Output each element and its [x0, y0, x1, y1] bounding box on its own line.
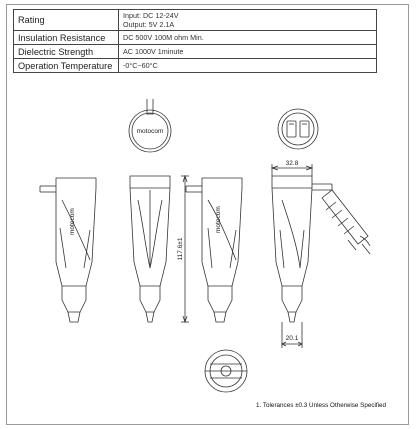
tolerance-note: 1. Tolerances ±0.3 Unless Otherwise Specified: [256, 402, 387, 409]
side-view-2: [130, 176, 189, 322]
logo-text-side-1: motocom: [69, 208, 76, 235]
width-dimension-top: 32.8: [285, 160, 299, 167]
logo-text-side-2: motocom: [215, 206, 222, 233]
cord-detail: [322, 190, 370, 254]
spec-label: Dielectric Strength: [14, 45, 119, 59]
spec-label: Rating: [14, 10, 119, 31]
usb-port-right: [300, 121, 309, 137]
spec-value-line: Input: DC 12-24V: [123, 11, 179, 20]
logo-text-top: motocom: [136, 128, 164, 135]
spec-label: Operation Temperature: [14, 59, 119, 73]
top-view-cap: [129, 99, 171, 152]
usb-end-view: [278, 109, 318, 149]
bottom-end-view: [205, 350, 247, 392]
side-view-3: [186, 178, 242, 322]
spec-value: DC 500V 100M ohm Min.: [119, 31, 377, 45]
spec-value: -0°C~60°C: [119, 59, 377, 73]
side-view-1: [40, 178, 96, 322]
usb-port-left: [287, 121, 296, 137]
spec-value-line: Output: 5V 2.1A: [123, 20, 175, 29]
side-view-4: [272, 160, 332, 348]
spec-value: AC 1000V 1minute: [119, 45, 377, 59]
height-dimension: 117.6±1: [177, 237, 184, 261]
width-dimension-bottom: 20.1: [285, 335, 299, 342]
spec-label: Insulation Resistance: [14, 31, 119, 45]
